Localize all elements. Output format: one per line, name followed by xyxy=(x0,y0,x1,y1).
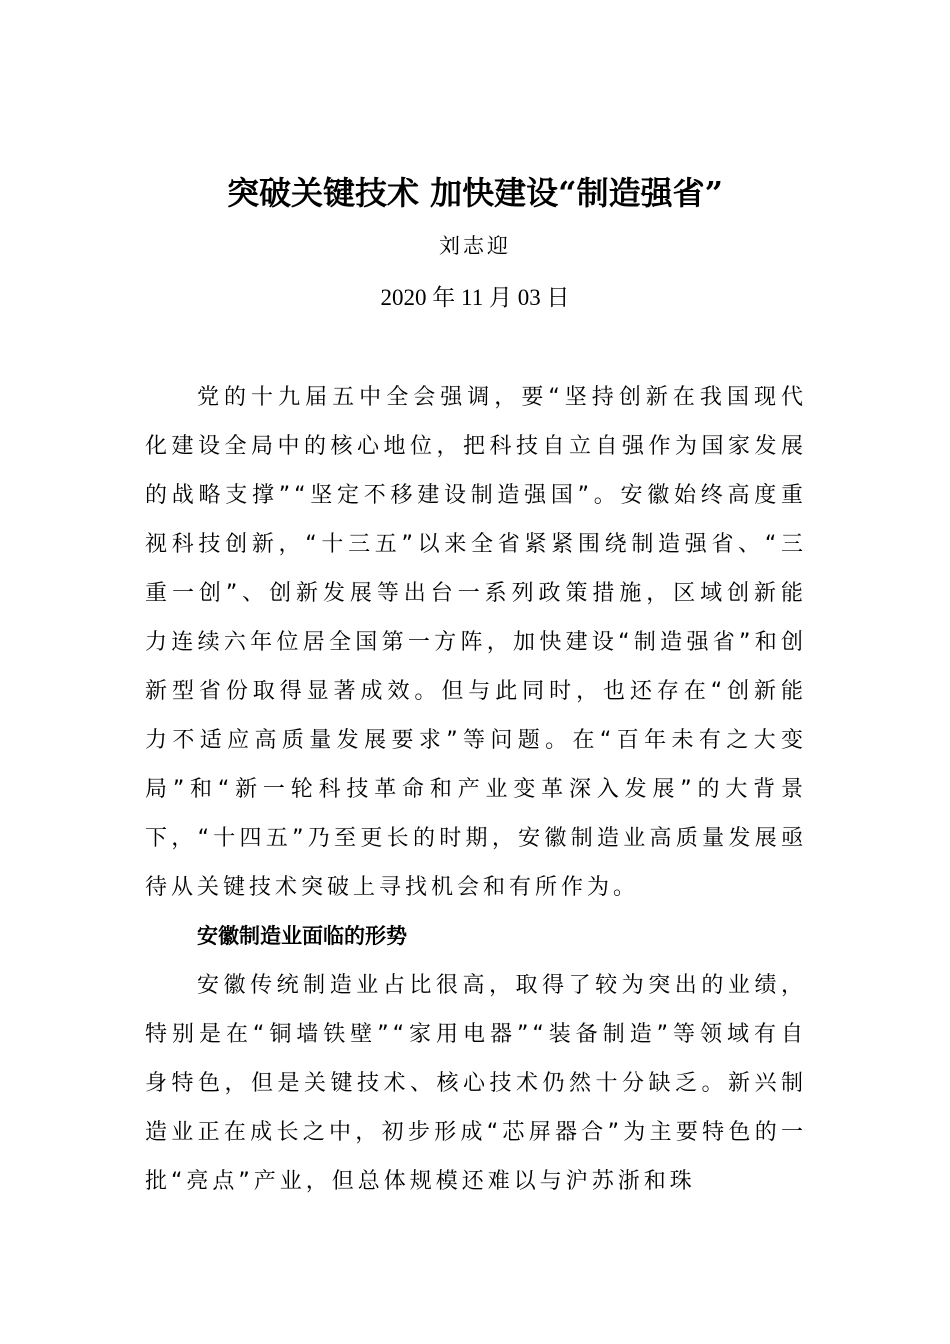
body-paragraph: 党的十九届五中全会强调，要“坚持创新在我国现代化建设全局中的核心地位，把科技自立自强作为国家发展的战略支撑”“坚定不移建设制造强国”。安徽始终高度重视科技创新，“十三五”以来全省紧紧围绕制造强省、“三重一创”、创新发展等出台一系列政策措施，区域创新能力连续六年位居全国第一方阵，加快建设“制造强省”和创新型省份取得显著成效。但与此同时，也还存在“创新能力不适应高质量发展要求”等问题。在“百年未有之大变局”和“新一轮科技革命和产业变革深入发展”的大背景下，“十四五”乃至更长的时期，安徽制造业高质量发展亟待从关键技术突破上寻找机会和有所作为。 xyxy=(145,385,807,900)
article-author: 刘志迎 xyxy=(439,234,511,258)
article-body xyxy=(145,373,807,1206)
article-title: 突破关键技术 加快建设“制造强省” xyxy=(227,174,723,212)
body-paragraph: 安徽传统制造业占比很高，取得了较为突出的业绩，特别是在“铜墙铁壁”“家用电器”“装备制造”等领域有自身特色，但是关键技术、核心技术仍然十分缺乏。新兴制造业正在成长之中，初步形成“芯屏器合”为主要特色的一批“亮点”产业，但总体规模还难以与沪苏浙和珠 xyxy=(145,973,807,1194)
article-date: 2020 年 11 月 03 日 xyxy=(380,285,570,310)
section-heading: 安徽制造业面临的形势 xyxy=(197,924,407,948)
